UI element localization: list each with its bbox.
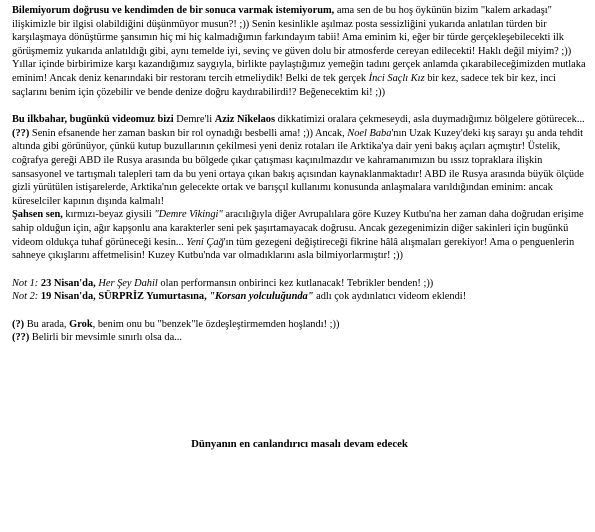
p1-text-1: ama sen de bu hoş öykünün bizim "kalem arkadaşı" ilişkimizle bir ilgisi olabildiğini düşünmüyor musun?! ;)) Senin kesinlikle aşılmaz posta sessizliğini yukarıda anlatılan türden bir karşılaşmaya dönüştürme şansımın hiç mi hiç kalmadığımın farkındayım tabii! Ama eminim ki, eğer bir türde gerçekleşebilecekti ilk görüşmemiz yukarıda anlatıldığı gibi, aynı temelde iyi, sevinç ve güven dolu bir atmosferde cereyan edilecekti! Haklı değil miyim? ;)) Yıllar içinde birbirimize karşı kazandığımız saygıyla, birlikte paylaştığımız yemeğin tadını gerçek anlamda çıkarabileceğimizden mutlaka eminim! Ancak deniz kenarındaki bir restoranı tercih etmeliydik! Belki de tek gerçek (12, 5, 586, 84)
p2-text-2: dikkatimizi oralara çekmeseydi, asla duymadığımız bölgelere götürecek... (275, 114, 585, 126)
question-1-marker: (?) (12, 318, 25, 330)
p3-italic-2: Yeni Çağ (186, 236, 224, 248)
question-1-text-2: , benim onu bu "benzek"le özdeşleştirmemden hoşlandı! ;)) (92, 318, 340, 330)
p1-text-2: bir kez, sadece tek bir kez, inci saçlarını benim için çözebilir ve bende denize doğru kaydırabilirdi!? Beğenecektim ki! ;)) (12, 72, 556, 98)
p2-text-1: Demre'li (173, 114, 215, 126)
p3-italic-1: "Demre Vikingi" (154, 209, 223, 221)
p3-text-2: aracılığıyla diğer Avrupalılara göre Kuzey Kutbu'na her zaman daha doğrudan erişime sahip olduğun için, ağır kapşonlu ana karakterler seni pek şaşırtamayacak doğrusu. Ancak gezegenimizin diğer sakinleri için bugünkü videom oldukça tuhaf görüneceği kesin... (12, 209, 584, 248)
p3-text-3: 'ın tüm gezegeni değiştireceği fikrine hâlâ alışmaları gerekiyor! Ama o penguenlerin sahneye çıkışlarını affetmelisin! Kuzey Kutbu'nda var olmadıklarını asla bilmiyorlarmıştır! ;)) (12, 236, 575, 262)
p1-lead: Bilemiyorum doğrusu ve kendimden de bir sonuca varmak istemiyorum, (12, 5, 335, 16)
notes-block (12, 277, 587, 304)
note-1-text: olan performansın onbirinci kez kutlanacak! Tebrikler benden! ;)) (157, 277, 434, 289)
note-2-title: "Korsan yolculuğunda" (206, 291, 314, 303)
questions-block (12, 318, 587, 345)
p2-text-3: Senin efsanende her zaman baskın bir rol oynadığı besbelli ama! ;)) Ancak, (29, 127, 348, 139)
p3-lead: Şahsen sen, (12, 209, 63, 221)
note-2-date: 19 Nisan'da, SÜRPRİZ Yumurtasına, (38, 291, 207, 303)
paragraph-3 (12, 208, 587, 262)
question-1-name: Grok (69, 318, 93, 330)
question-2-text: Belirli bir mevsimle sınırlı olsa da... (29, 332, 182, 344)
p2-text-4: 'nın Uzak Kuzey'deki kış sarayı şu anda tehdit altında gibi görünüyor, çünkü kutup buzullarının çekilmesi yeni deniz rotaları ile Arktika'ya dair yeni bakış açıları açmıştır! Üstelik, coğrafya gereği ABD ile Rusya arasında bu bölgede çıkar çatışması kaçınılmazdır ve kahramanımızın bu ıssız topraklara ilişkin sansasyonel ve tartışmalı talepleri tam da bu yeni ortaya çıkan bakış açısından kaynaklanmaktadır! ABD ile Rusya arasında büyük ölçüde gizli yürütülen istişarelerde, Arktika'nın gelecekte ortak ve barışçıl kullanımı konusunda anlaşmalara varıldığından eminim: ancak küreselciler kapının dışında kalmalı! (12, 127, 584, 207)
note-2-text: adlı çok aydınlatıcı videom eklendi! (313, 291, 467, 303)
p1-italic-1: İnci Saçlı Kız (368, 72, 425, 84)
note-2-label: Not 2: (12, 291, 39, 303)
note-1-title: Her Şey Dahil (95, 277, 158, 289)
note-1-date: 23 Nisan'da, (38, 277, 96, 289)
note-2 (12, 290, 587, 304)
closing-line: Dünyanın en canlandırıcı masalı devam edecek (191, 438, 408, 450)
paragraph-1 (12, 4, 587, 99)
p2-italic-1: Noel Baba (347, 127, 392, 139)
question-1 (12, 318, 587, 332)
question-2-marker: (??) (12, 332, 30, 344)
note-1-label: Not 1: (12, 277, 39, 289)
note-1 (12, 277, 587, 291)
paragraph-2 (12, 113, 587, 208)
p2-lead: Bu ilkbahar, bugünkü videomuz bizi (12, 114, 174, 126)
p2-name: Aziz Nikelaos (214, 114, 276, 126)
document-body (12, 4, 587, 450)
question-2 (12, 331, 587, 345)
question-1-text-1: Bu arada, (24, 318, 70, 330)
p2-marker: (??) (12, 127, 30, 139)
p3-text-1: kırmızı-beyaz giysili (62, 209, 155, 221)
